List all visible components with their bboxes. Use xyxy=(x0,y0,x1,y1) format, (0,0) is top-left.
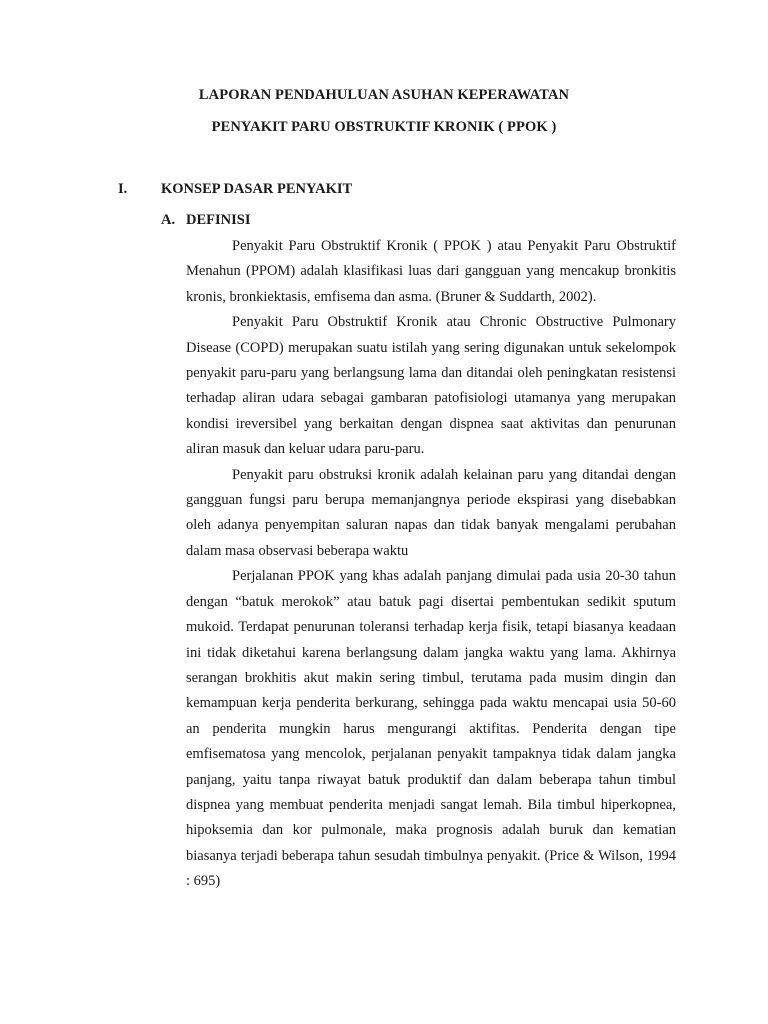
paragraph-definition-3: Penyakit paru obstruksi kronik adalah kelainan paru yang ditandai dengan gangguan fungsi paru berupa memanjangnya periode ekspirasi yang disebabkan oleh adanya penyempitan saluran napas dan tidak banyak mengalami perubahan dalam masa observasi beberapa waktu xyxy=(186,466,676,559)
paragraph-definition-4: Perjalanan PPOK yang khas adalah panjang dimulai pada usia 20-30 tahun dengan “batuk merokok” atau batuk pagi disertai pembentukan sedikit sputum mukoid. Terdapat penurunan toleransi terhadap kerja fisik, tetapi biasanya keadaan ini tidak diketahui karena berlangsung dalam jangka waktu yang lama. Akhirnya serangan brokhitis akut makin sering timbul, terutama pada musim dingin dan kemampuan kerja penderita berkurang, sehingga pada waktu mencapai usia 50-60 an penderita mungkin harus mengurangi aktifitas. Penderita dengan tipe emfisematosa yang mencolok, perjalanan penyakit tampaknya tidak dalam jangka panjang, yaitu tanpa riwayat batuk produktif dan dalam beberapa tahun timbul dispnea yang membuat penderita menjadi sangat lemah. Bila timbul hiperkopnea, hipoksemia dan kor pulmonale, maka prognosis adalah buruk dan kematian biasanya terjadi beberapa tahun sesudah timbulnya penyakit. (Price & Wilson, 1994 : 695) xyxy=(186,568,676,890)
document-title-line1: LAPORAN PENDAHULUAN ASUHAN KEPERAWATAN xyxy=(198,87,570,103)
document-title-line2: PENYAKIT PARU OBSTRUKTIF KRONIK ( PPOK ) xyxy=(211,119,557,135)
section-heading: KONSEP DASAR PENYAKIT xyxy=(161,181,353,197)
paragraph-definition-2: Penyakit Paru Obstruktif Kronik atau Chronic Obstructive Pulmonary Disease (COPD) merupakan suatu istilah yang sering digunakan untuk sekelompok penyakit paru-paru yang berlangsung lama dan ditandai oleh peningkatan resistensi terhadap aliran udara sebagai gambaran patofisiologi utamanya yang merupakan kondisi ireversibel yang berkaitan dengan dispnea saat aktivitas dan penurunan aliran masuk dan keluar udara paru-paru. xyxy=(186,314,676,458)
document-body xyxy=(186,234,676,895)
subsection-heading: DEFINISI xyxy=(186,212,251,228)
subsection-letter: A. xyxy=(161,212,176,228)
paragraph-definition-1: Penyakit Paru Obstruktif Kronik ( PPOK ) atau Penyakit Paru Obstruktif Menahun (PPOM) adalah klasifikasi luas dari gangguan yang mencakup bronkitis kronis, bronkiektasis, emfisema dan asma. (Bruner & Suddarth, 2002). xyxy=(186,238,676,305)
section-number: I. xyxy=(118,181,128,197)
